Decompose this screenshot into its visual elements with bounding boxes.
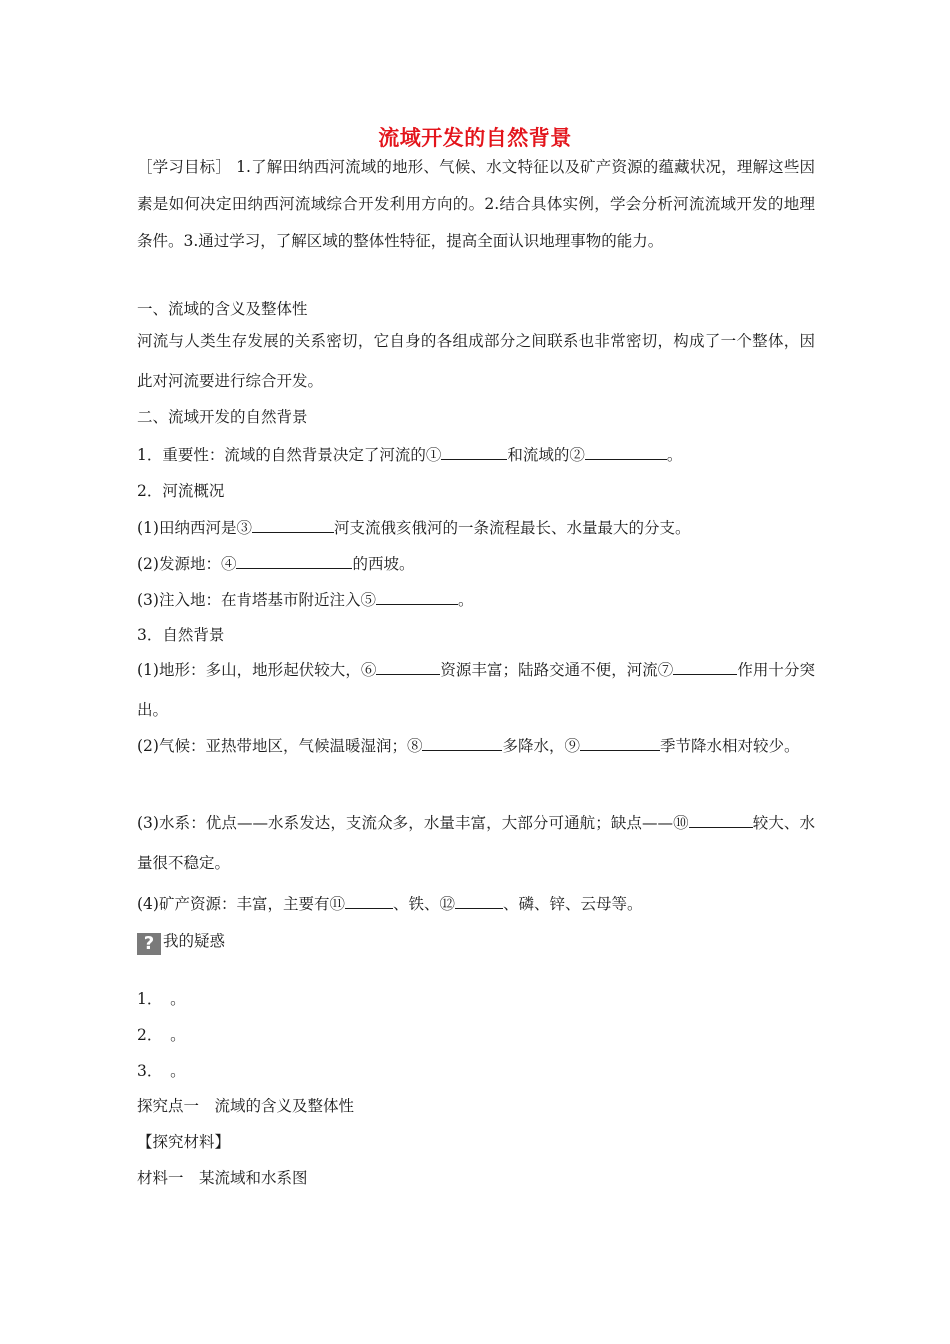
item-terrain: (1)地形：多山，地形起伏较大，⑥ 资源丰富；陆路交通不便，河流⑦ 作用十分突出。 xyxy=(137,650,815,730)
learning-goals: ［学习目标］ 1.了解田纳西河流域的地形、气候、水文特征以及矿产资源的蕴藏状况，理解这些因素是如何决定田纳西河流域综合开发利用方向的。2.结合具体实例，学会分析河流流域开发的地理条件。3.通过学习，了解区域的整体性特征，提高全面认识地理事物的能力。 xyxy=(137,158,815,250)
section-1-heading: 一、流域的含义及整体性 xyxy=(137,300,308,318)
fill-blank-11[interactable] xyxy=(345,891,393,909)
fill-blank-8[interactable] xyxy=(422,733,502,751)
question-icon: ? xyxy=(137,933,161,955)
item-river-p2: (2)发源地：④ 的西坡。 xyxy=(137,551,815,576)
item-river-p3: (3)注入地：在肯塔基市附近注入⑤ 。 xyxy=(137,587,815,612)
fill-blank-3[interactable] xyxy=(252,515,334,533)
page-title: 流域开发的自然背景 xyxy=(378,126,572,150)
section-1-body: 河流与人类生存发展的关系密切，它自身的各组成部分之间联系也非常密切，构成了一个整体，因此对河流要进行综合开发。 xyxy=(137,332,815,390)
explore-material-heading: 【探究材料】 xyxy=(137,1133,231,1151)
fill-blank-10[interactable] xyxy=(689,810,753,828)
item-importance: 1．重要性：流域的自然背景决定了河流的① 和流域的② 。 xyxy=(137,442,815,467)
doubt-item-3: 3． 。 xyxy=(137,1062,186,1080)
fill-blank-9[interactable] xyxy=(580,733,660,751)
fill-blank-4[interactable] xyxy=(236,551,352,569)
item-water-system: (3)水系：优点——水系发达，支流众多，水量丰富，大部分可通航；缺点——⑩ 较大、水量很不稳定。 xyxy=(137,803,815,883)
item-minerals: (4)矿产资源：丰富，主要有⑪ 、铁、⑫ 、磷、锌、云母等。 xyxy=(137,891,815,916)
fill-blank-5[interactable] xyxy=(376,587,458,605)
my-doubts-label: 我的疑惑 xyxy=(163,932,226,950)
item-climate: (2)气候：亚热带地区，气候温暖湿润；⑧ 多降水，⑨ 季节降水相对较少。 xyxy=(137,726,815,766)
fill-blank-1[interactable] xyxy=(441,442,507,460)
item-natural-background: 3．自然背景 xyxy=(137,626,225,644)
section-2-heading: 二、流域开发的自然背景 xyxy=(137,408,308,426)
fill-blank-6[interactable] xyxy=(376,657,440,675)
fill-blank-7[interactable] xyxy=(673,657,737,675)
explore-point-1: 探究点一 流域的含义及整体性 xyxy=(137,1097,355,1115)
doubt-item-2: 2． 。 xyxy=(137,1026,186,1044)
fill-blank-12[interactable] xyxy=(455,891,503,909)
item-river-p1: (1)田纳西河是③ 河支流俄亥俄河的一条流程最长、水量最大的分支。 xyxy=(137,515,815,540)
explore-material-1: 材料一 某流域和水系图 xyxy=(137,1169,308,1187)
my-doubts-heading xyxy=(137,929,815,955)
item-river-overview: 2．河流概况 xyxy=(137,482,225,500)
fill-blank-2[interactable] xyxy=(585,442,667,460)
doubt-item-1: 1． 。 xyxy=(137,990,186,1008)
